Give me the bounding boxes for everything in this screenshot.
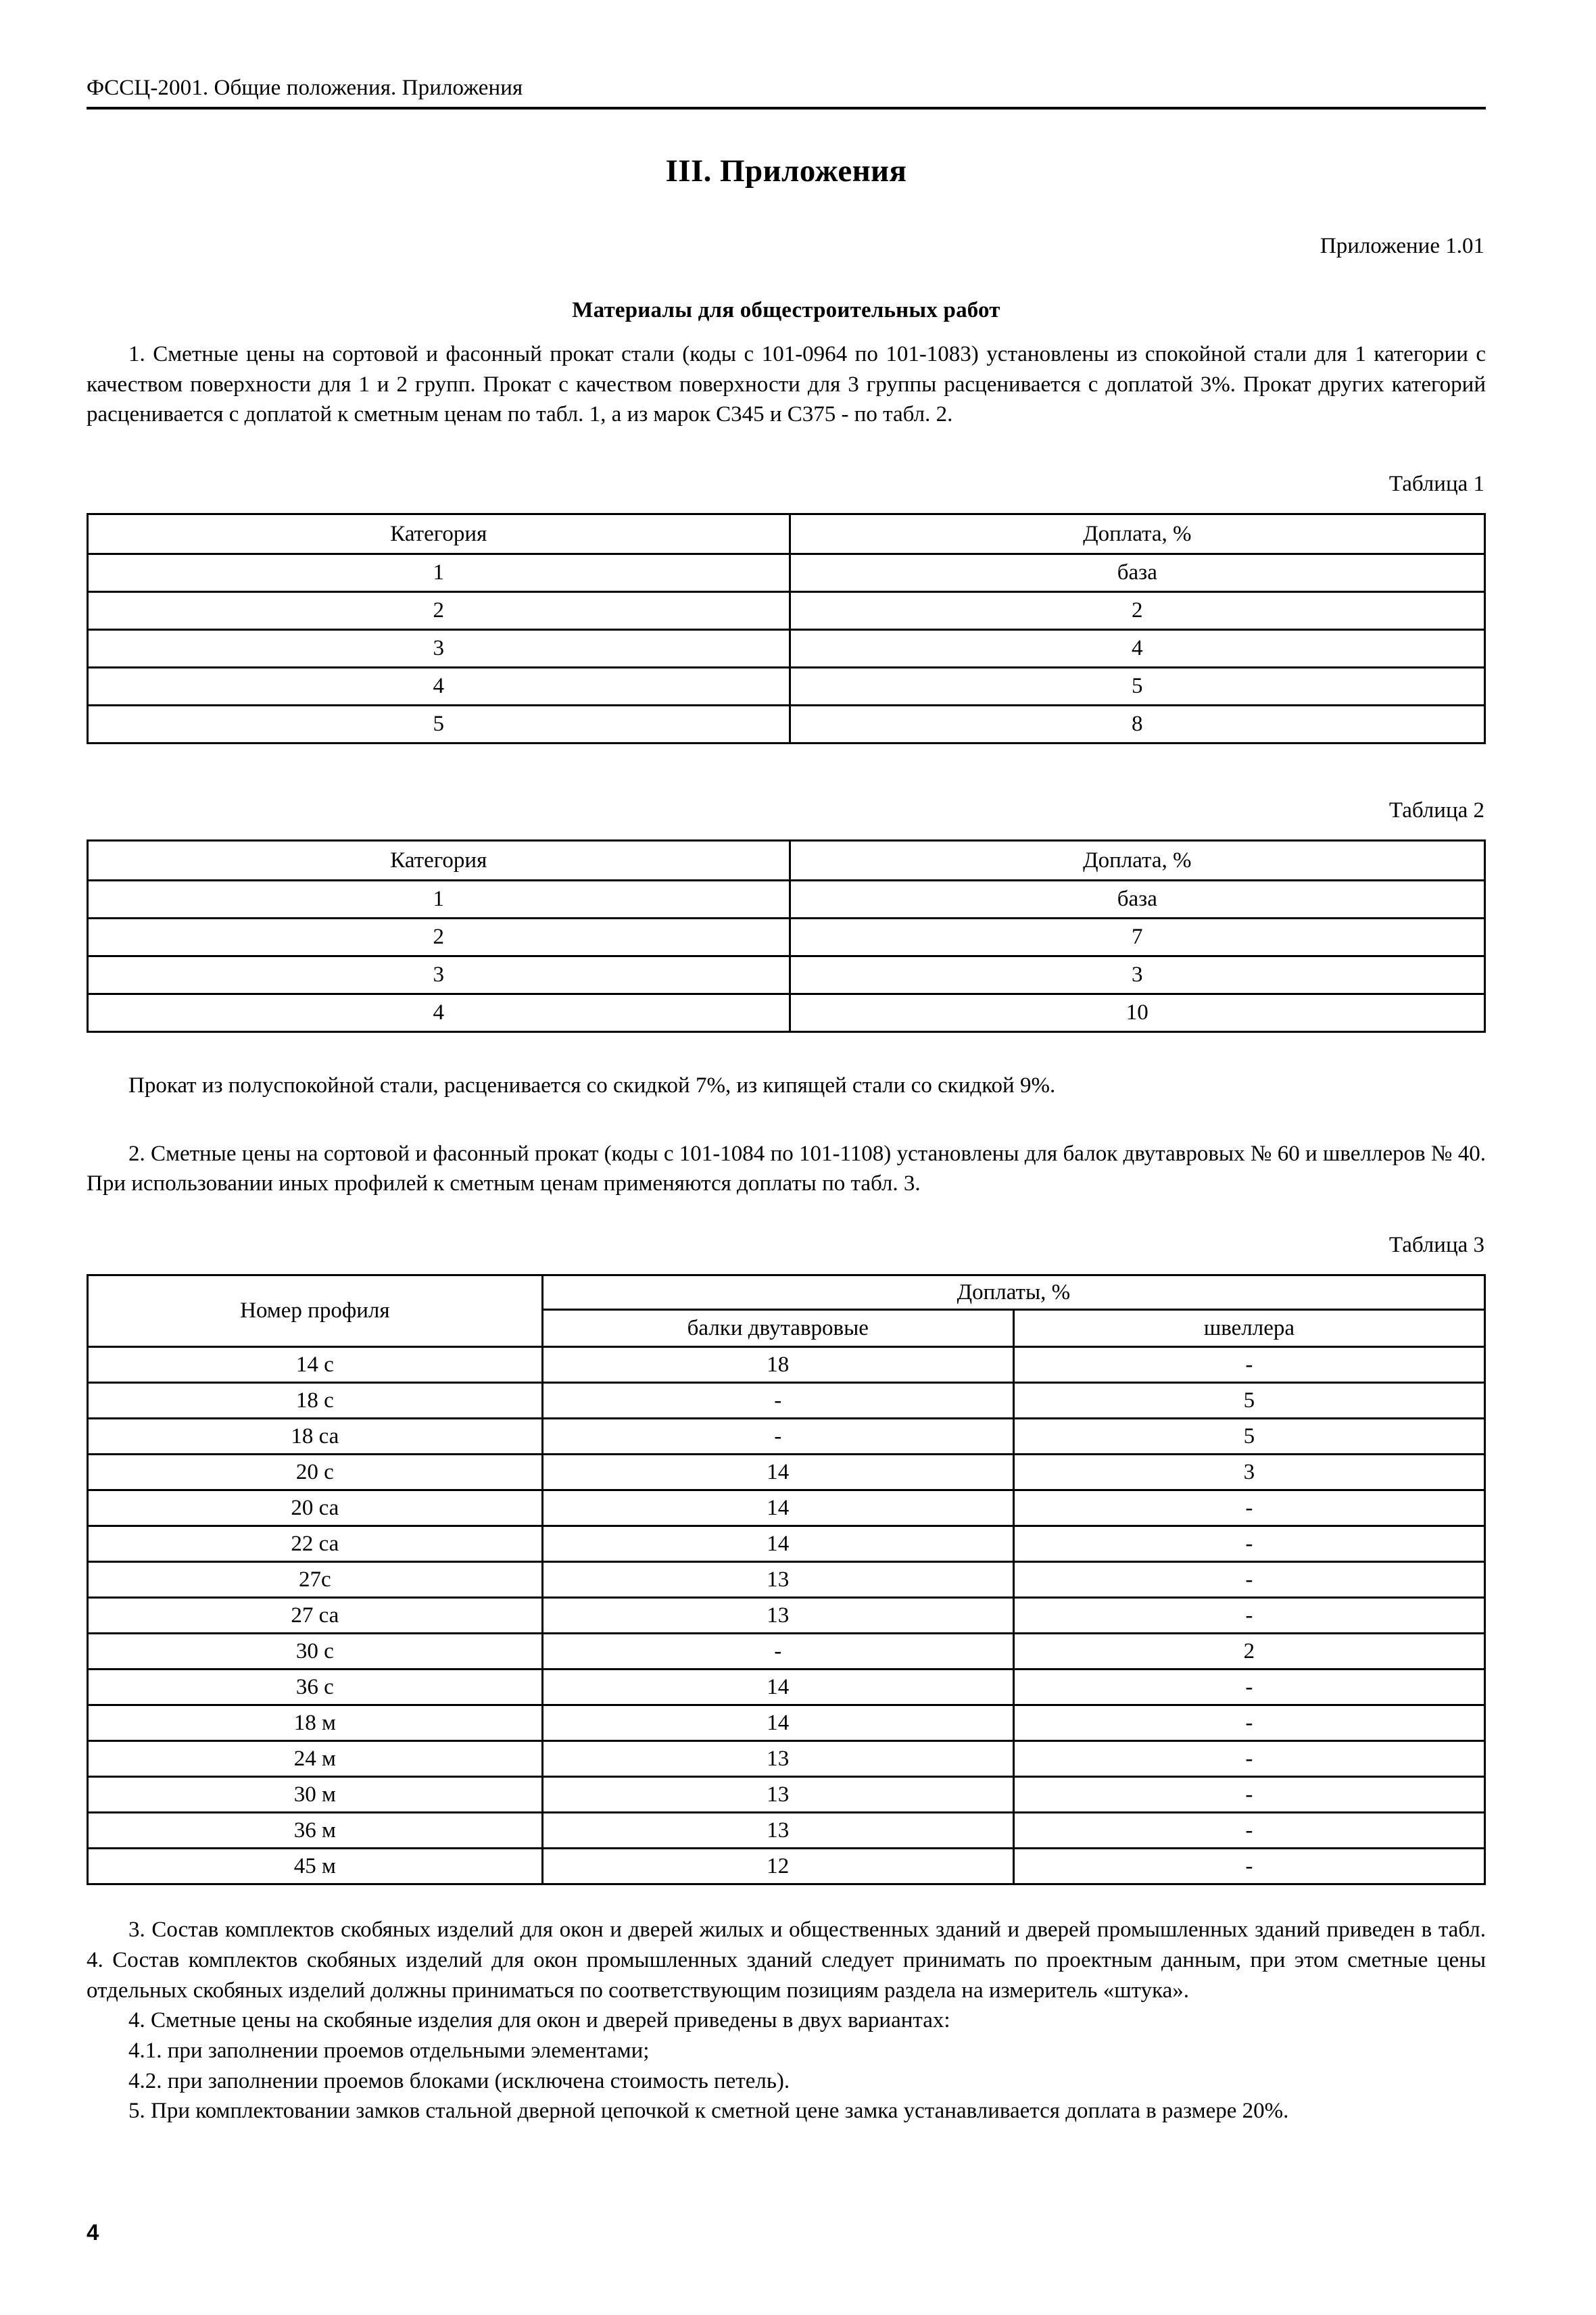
- table-3-cell-profile: 45 м: [88, 1849, 543, 1884]
- table-3-cell-channel: 5: [1013, 1419, 1484, 1455]
- table-3-cell-channel: 3: [1013, 1455, 1484, 1490]
- spacer: [87, 497, 1486, 513]
- table-row: [88, 1849, 1485, 1884]
- table-3-cell-beam: -: [542, 1419, 1013, 1455]
- table-2-cell-category: 1: [88, 881, 790, 919]
- paragraph-4: 4. Сметные цены на скобяные изделия для окон и дверей приведены в двух вариантах:: [128, 2008, 950, 2033]
- table-3-header-surcharges: Доплаты, %: [542, 1275, 1484, 1310]
- table-3-cell-channel: -: [1013, 1849, 1484, 1884]
- table-3-cell-beam: 14: [542, 1670, 1013, 1705]
- table-row: [88, 919, 1485, 956]
- table-row: [88, 592, 1485, 630]
- table-3-cell-channel: -: [1013, 1670, 1484, 1705]
- table-1-cell-surcharge: база: [790, 554, 1484, 592]
- page-title: III. Приложения: [665, 153, 907, 189]
- table-row: [88, 1705, 1485, 1741]
- spacer: [87, 1101, 1486, 1139]
- paragraph-2: 2. Сметные цены на сортовой и фасонный прокат (коды с 101-1084 по 101-1108) установлены для балок двутавровых № 60 и швеллеров № 40. При использовании иных профилей к сметным ценам применяются доплаты по табл. 3.: [87, 1141, 1486, 1196]
- table-row: [88, 554, 1485, 592]
- table-row: [88, 1419, 1485, 1455]
- table-row: [88, 1455, 1485, 1490]
- table-3-cell-beam: -: [542, 1634, 1013, 1670]
- table-1-cell-surcharge: 8: [790, 706, 1484, 744]
- table-row: [88, 1490, 1485, 1526]
- spacer: [87, 1258, 1486, 1274]
- table-row: [88, 1562, 1485, 1598]
- table-3-header-i-beams: балки двутавровые: [542, 1310, 1013, 1347]
- table-3-cell-channel: -: [1013, 1813, 1484, 1849]
- table-3: [87, 1274, 1486, 1885]
- running-header: ФССЦ-2001. Общие положения. Приложения: [87, 76, 523, 100]
- table-3-cell-beam: -: [542, 1383, 1013, 1419]
- table-3-cell-beam: 13: [542, 1813, 1013, 1849]
- table-3-cell-channel: 5: [1013, 1383, 1484, 1419]
- table-3-header-channels: швеллера: [1013, 1310, 1484, 1347]
- spacer: [87, 744, 1486, 798]
- table-row: [88, 1598, 1485, 1634]
- table-3-cell-beam: 13: [542, 1741, 1013, 1777]
- table-1-header-category: Категория: [88, 514, 790, 554]
- table-row: [88, 1813, 1485, 1849]
- table-1-cell-surcharge: 2: [790, 592, 1484, 630]
- table-3-cell-profile: 18 са: [88, 1419, 543, 1455]
- table-row: [88, 706, 1485, 744]
- table-3-cell-channel: -: [1013, 1490, 1484, 1526]
- table-row: [88, 1741, 1485, 1777]
- table-1-caption: Таблица 1: [1388, 472, 1484, 497]
- table-row: [88, 1670, 1485, 1705]
- spacer: [87, 1033, 1486, 1071]
- table-1-cell-surcharge: 4: [790, 630, 1484, 668]
- page-number: 4: [87, 2220, 99, 2245]
- table-row: [88, 994, 1485, 1032]
- paragraph-4-2: 4.2. при заполнении проемов блоками (исключена стоимость петель).: [128, 2068, 790, 2093]
- table-3-cell-profile: 27 са: [88, 1598, 543, 1634]
- table-header-row: [88, 514, 1485, 554]
- table-3-cell-profile: 20 са: [88, 1490, 543, 1526]
- table-row: [88, 1777, 1485, 1813]
- table-3-cell-channel: -: [1013, 1777, 1484, 1813]
- section-subtitle: Материалы для общестроительных работ: [572, 297, 1000, 322]
- table-row: [88, 1347, 1485, 1383]
- table-row: [88, 1383, 1485, 1419]
- table-3-caption: Таблица 3: [1388, 1233, 1484, 1258]
- paragraph-1: 1. Сметные цены на сортовой и фасонный прокат стали (коды с 101-0964 по 101-1083) установлены из спокойной стали для 1 категории с качеством поверхности для 1 и 2 групп. Прокат с качеством поверхности для 3 группы расценивается с доплатой 3%. Прокат других категорий расценивается с доплатой к сметным ценам по табл. 1, а из марок С345 и С375 - по табл. 2.: [87, 341, 1486, 427]
- table-2-header-surcharge: Доплата, %: [790, 841, 1484, 881]
- table-3-cell-beam: 14: [542, 1526, 1013, 1562]
- paragraph-5: 5. При комплектовании замков стальной дверной цепочкой к сметной цене замка устанавливается доплата в размере 20%.: [128, 2099, 1289, 2124]
- table-2-cell-surcharge: 7: [790, 919, 1484, 956]
- table-2-cell-surcharge: база: [790, 881, 1484, 919]
- table-3-header-profile: Номер профиля: [88, 1275, 543, 1347]
- table-3-cell-profile: 20 с: [88, 1455, 543, 1490]
- table-3-cell-beam: 13: [542, 1562, 1013, 1598]
- table-2-cell-category: 2: [88, 919, 790, 956]
- table-3-cell-profile: 30 м: [88, 1777, 543, 1813]
- table-3-cell-channel: -: [1013, 1526, 1484, 1562]
- spacer: [87, 1199, 1486, 1233]
- table-3-cell-beam: 14: [542, 1455, 1013, 1490]
- table-1: [87, 513, 1486, 744]
- spacer: [87, 323, 1486, 339]
- appendix-number: Приложение 1.01: [1320, 233, 1484, 258]
- table-3-cell-beam: 14: [542, 1490, 1013, 1526]
- table-row: [88, 881, 1485, 919]
- table-3-cell-beam: 13: [542, 1777, 1013, 1813]
- table-1-cell-category: 3: [88, 630, 790, 668]
- table-row: [88, 1526, 1485, 1562]
- table-3-cell-profile: 36 м: [88, 1813, 543, 1849]
- table-1-cell-category: 1: [88, 554, 790, 592]
- table-1-cell-category: 4: [88, 668, 790, 706]
- spacer: [87, 823, 1486, 839]
- table-header-row: [88, 841, 1485, 881]
- spacer: [87, 430, 1486, 472]
- table-2-cell-surcharge: 10: [790, 994, 1484, 1032]
- table-header-row-group: [88, 1275, 1485, 1310]
- table-2-cell-surcharge: 3: [790, 956, 1484, 994]
- table-3-cell-beam: 13: [542, 1598, 1013, 1634]
- table-row: [88, 956, 1485, 994]
- table-1-cell-category: 2: [88, 592, 790, 630]
- table-3-cell-beam: 12: [542, 1849, 1013, 1884]
- table-3-cell-channel: -: [1013, 1562, 1484, 1598]
- table-1-header-surcharge: Доплата, %: [790, 514, 1484, 554]
- table-3-cell-profile: 27с: [88, 1562, 543, 1598]
- table-3-cell-profile: 30 с: [88, 1634, 543, 1670]
- table-2-caption: Таблица 2: [1388, 798, 1484, 823]
- table-3-cell-profile: 24 м: [88, 1741, 543, 1777]
- table-3-cell-channel: -: [1013, 1741, 1484, 1777]
- spacer: [87, 1885, 1486, 1915]
- table-3-cell-channel: -: [1013, 1347, 1484, 1383]
- table-3-cell-channel: -: [1013, 1598, 1484, 1634]
- table-1-cell-surcharge: 5: [790, 668, 1484, 706]
- paragraph-3: 3. Состав комплектов скобяных изделий для окон и дверей жилых и общественных зданий и дверей промышленных зданий приведен в табл. 4. Состав комплектов скобяных изделий для окон промышленных зданий следует принимать по проектным данным, при этом сметные цены отдельных скобяных изделий должны приниматься по соответствующим позициям раздела на измеритель «штука».: [87, 1918, 1486, 2003]
- table-3-cell-channel: 2: [1013, 1634, 1484, 1670]
- paragraph-4-1: 4.1. при заполнении проемов отдельными элементами;: [128, 2038, 650, 2063]
- paragraph-after-table-2: Прокат из полуспокойной стали, расценивается со скидкой 7%, из кипящей стали со скидкой 9%.: [128, 1073, 1056, 1098]
- table-row: [88, 668, 1485, 706]
- table-2-cell-category: 3: [88, 956, 790, 994]
- table-3-cell-profile: 18 м: [88, 1705, 543, 1741]
- page-content: [87, 0, 1486, 2126]
- table-2-cell-category: 4: [88, 994, 790, 1032]
- table-3-cell-beam: 14: [542, 1705, 1013, 1741]
- table-2: [87, 839, 1486, 1033]
- table-3-cell-beam: 18: [542, 1347, 1013, 1383]
- table-2-header-category: Категория: [88, 841, 790, 881]
- table-3-cell-profile: 18 с: [88, 1383, 543, 1419]
- table-3-cell-channel: -: [1013, 1705, 1484, 1741]
- table-row: [88, 1634, 1485, 1670]
- table-1-cell-category: 5: [88, 706, 790, 744]
- table-3-cell-profile: 14 с: [88, 1347, 543, 1383]
- table-row: [88, 630, 1485, 668]
- table-3-cell-profile: 36 с: [88, 1670, 543, 1705]
- table-3-cell-profile: 22 са: [88, 1526, 543, 1562]
